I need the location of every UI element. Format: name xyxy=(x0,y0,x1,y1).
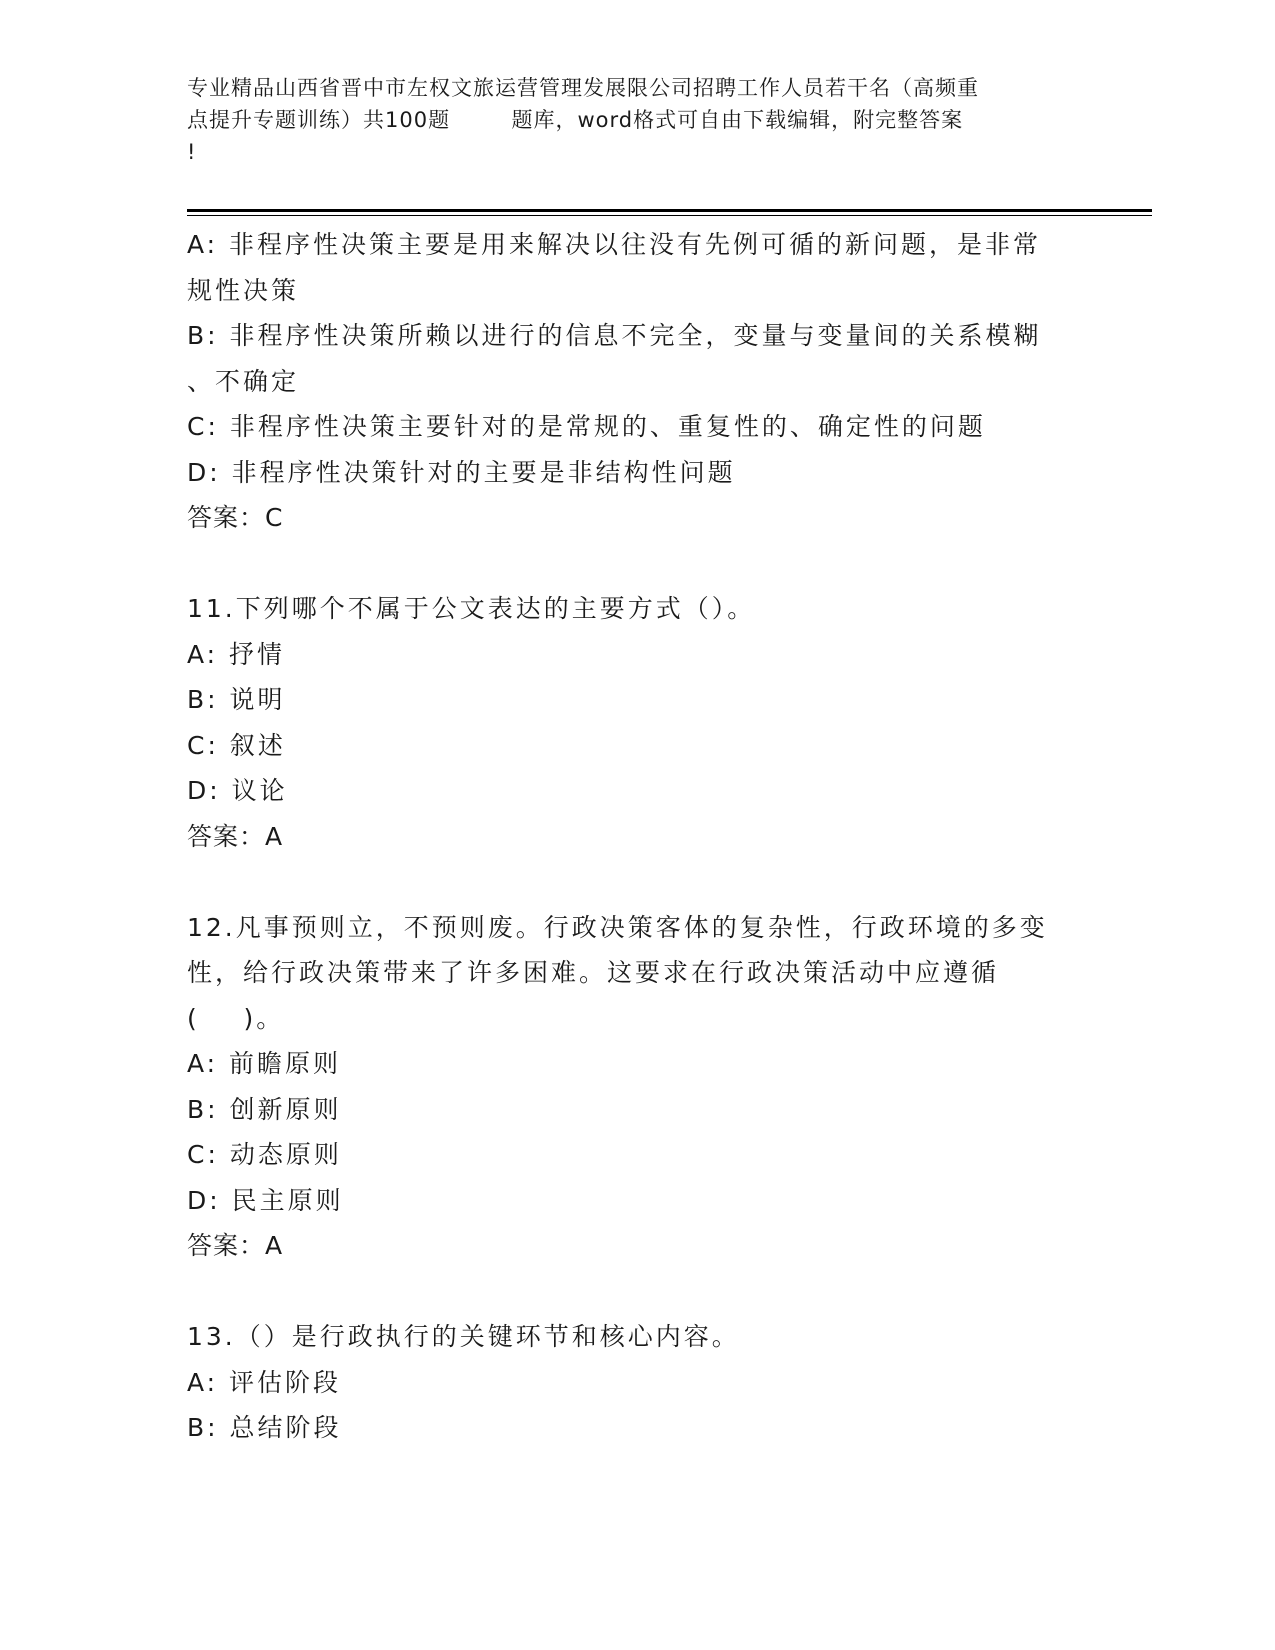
option-a-line-2: 规性决策 xyxy=(187,275,300,305)
option-b: B: 说明 xyxy=(187,685,286,714)
option-d: D: 民主原则 xyxy=(187,1185,344,1215)
option-a: A: 评估阶段 xyxy=(187,1367,342,1397)
question-spacer xyxy=(187,541,1087,587)
header-title-line-1: 专业精品山西省晋中市左权文旅运营管理发展限公司招聘工作人员若干名（高频重 xyxy=(187,76,979,100)
option-d: D: 议论 xyxy=(187,776,288,805)
option-b-line-1: B: 非程序性决策所赖以进行的信息不完全，变量与变量间的关系模糊 xyxy=(187,321,1042,350)
answer: 答案：A xyxy=(187,1231,284,1260)
option-c: C: 动态原则 xyxy=(187,1140,342,1169)
header-divider-thick xyxy=(187,209,1152,212)
question-spacer xyxy=(187,859,1087,905)
option-a-line-1: A: 非程序性决策主要是用来解决以往没有先例可循的新问题，是非常 xyxy=(187,230,1042,259)
header-divider-thin xyxy=(187,215,1152,216)
option-b: B: 创新原则 xyxy=(187,1094,342,1124)
question-stem: 13.（）是行政执行的关键环节和核心内容。 xyxy=(187,1322,740,1351)
answer: 答案：A xyxy=(187,821,284,851)
option-a: A: 抒情 xyxy=(187,639,286,669)
question-13 xyxy=(187,1314,1087,1451)
document-header xyxy=(187,72,1087,168)
option-d: D: 非程序性决策针对的主要是非结构性问题 xyxy=(187,457,736,487)
option-b-line-2: 、不确定 xyxy=(187,366,300,396)
question-stem: 11.下列哪个不属于公文表达的主要方式（）。 xyxy=(187,594,756,623)
question-11 xyxy=(187,586,1087,859)
question-list xyxy=(187,222,1087,1451)
option-c: C: 叙述 xyxy=(187,730,286,760)
header-title-line-2: 点提升专题训练）共100题 题库，word格式可自由下载编辑，附完整答案 xyxy=(187,108,964,132)
answer: 答案：C xyxy=(187,503,284,532)
question-10-options xyxy=(187,222,1087,541)
header-title-line-3: ! xyxy=(187,140,197,164)
question-spacer xyxy=(187,1269,1087,1315)
question-stem-line-2: 性，给行政决策带来了许多困难。这要求在行政决策活动中应遵循 xyxy=(187,958,1000,987)
option-b: B: 总结阶段 xyxy=(187,1413,342,1442)
question-stem-line-1: 12.凡事预则立，不预则废。行政决策客体的复杂性，行政环境的多变 xyxy=(187,912,1048,942)
option-c: C: 非程序性决策主要针对的是常规的、重复性的、确定性的问题 xyxy=(187,412,986,441)
question-12 xyxy=(187,905,1087,1269)
question-stem-line-3: ( )。 xyxy=(187,1003,285,1033)
option-a: A: 前瞻原则 xyxy=(187,1049,342,1078)
